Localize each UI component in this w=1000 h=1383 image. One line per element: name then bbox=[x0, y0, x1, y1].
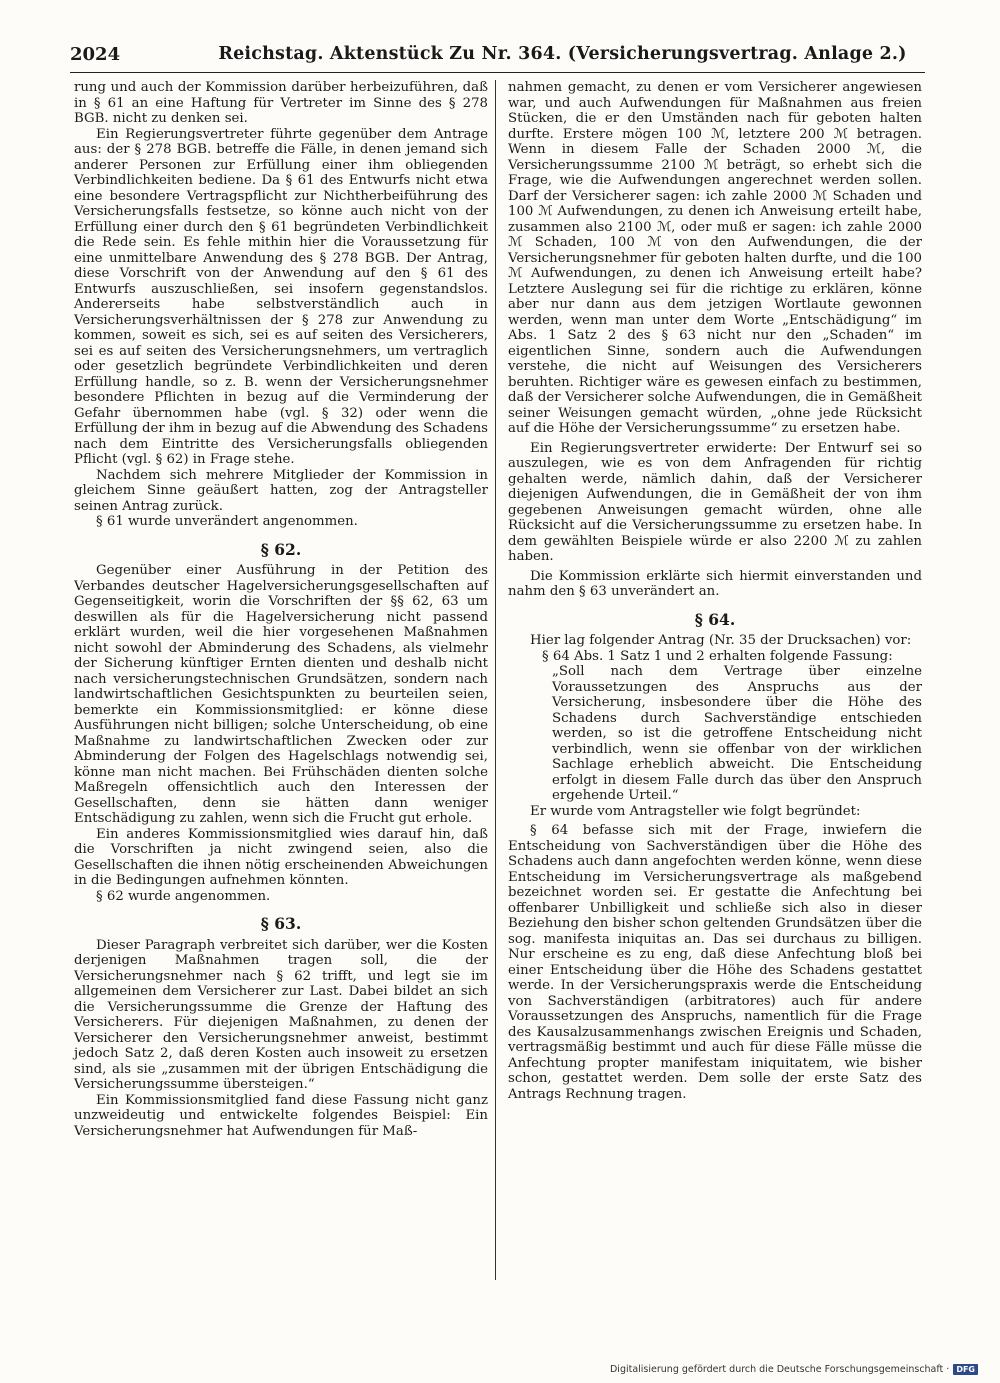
paragraph: Dieser Paragraph verbreitet sich darüber, wer die Kosten derjenigen Maßnahmen tragen soll, die der Versicherungsnehmer nach § 62 trifft, und legt sie im allgemeinen dem Versicherer zur Last. Dabei bildet an sich die Versicherungssumme die Grenze der Haftung des Versicherers. Für diejenigen Maßnahmen, zu denen der Versicherer den Versicherungsnehmer anweist, bestimmt jedoch Satz 2, daß deren Kosten auch insoweit zu ersetzen sind, als sie „zusammen mit der übrigen Entschädigung die Versicherungssumme übersteigen.“ bbox=[74, 937, 488, 1092]
paragraph: Ein Regierungsvertreter erwiderte: Der Entwurf sei so auszulegen, wie es von dem Anfragenden für richtig gehalten werde, nämlich dahin, daß der Versicherer diejenigen Aufwendungen, die in Gemäßheit der von ihm gegebenen Anweisungen gemacht würden, ohne alle Rücksicht auf die Versicherungssumme zu ersetzen habe. In dem gewählten Beispiele würde er also 2200 ℳ zu zahlen haben. bbox=[508, 440, 922, 564]
section-heading: § 64. bbox=[694, 609, 736, 629]
page-number: 2024 bbox=[70, 44, 121, 65]
section-heading: § 62. bbox=[260, 539, 302, 559]
paragraph: Ein Regierungsvertreter führte gegenüber dem Antrage aus: der § 278 BGB. betreffe die Fälle, in denen jemand sich anderer Personen zur Erfüllung einer ihm obliegenden Verbindlichkeiten bediene. Da § 61 des Entwurfs nicht etwa eine besondere Vertragspflicht zur Nichtherbeiführung des Versicherungsfalls festsetze, so könne auch nicht von der Erfüllung einer durch den § 61 begründeten Verbindlichkeit die Rede sein. Es fehle mithin hier die Voraussetzung für eine unmittelbare Anwendung des § 278 BGB. Der Antrag, diese Vorschrift von der Anwendung auf den § 61 des Entwurfs auszuschließen, sei insofern gegenstandslos. Andererseits habe selbstverständlich auch in Versicherungsverhältnissen der § 278 zur Anwendung zu kommen, soweit es sich, sei es auf seiten des Versicherers, sei es auf seiten des Versicherungsnehmers, um vertraglich oder gesetzlich begründete Verbindlichkeiten und deren Erfüllung handle, so z. B. wenn der Versicherungsnehmer besondere Pflichten in bezug auf die Verminderung der Gefahr übernommen habe (vgl. § 32) oder wenn die Erfüllung der ihm in bezug auf die Abwendung des Schadens nach dem Eintritte des Versicherungsfalls obliegenden Pflicht (vgl. § 62) in Frage stehe. bbox=[74, 126, 488, 467]
digitization-credit bbox=[610, 1364, 978, 1375]
dfg-logo: DFG bbox=[953, 1364, 978, 1375]
paragraph: Er wurde vom Antragsteller wie folgt begründet: bbox=[530, 803, 861, 819]
paragraph: Ein Kommissionsmitglied fand diese Fassung nicht ganz unzweideutig und entwickelte folgendes Beispiel: Ein Versicherungsnehmer hat Aufwendungen für Maß- bbox=[74, 1092, 488, 1139]
section-heading: § 63. bbox=[260, 914, 302, 933]
paragraph: Gegenüber einer Ausführung in der Petition des Verbandes deutscher Hagelversicherungsgesellschaften auf Gegenseitigkeit, worin die Vorschriften der §§ 62, 63 um deswillen als für die Hagelversicherung nicht passend erklärt wurden, weil die hier vorgesehenen Maßnahmen nicht sowohl der Abminderung des Schadens, als vielmehr der Sicherung künftiger Ernten dienten und deshalb nicht nach versicherungstechnischen Grundsätzen, sondern nach landwirtschaftlichen Gesichtspunkten zu beurteilen seien, bemerkte ein Kommissionsmitglied: er könne diese Ausführungen nicht billigen; solche Unterscheidung, ob eine Maßnahme zu landwirtschaftlichen Zwecken oder zur Abminderung der Folgen des Hagelschlags notwendig sei, könne man nicht machen. Bei Frühschäden dienten solche Maßregeln offensichtlich auch den Interessen der Gesellschaften, denn sie hätten dann weniger Entschädigung zu zahlen, wenn sich die Frucht gut erhole. bbox=[74, 563, 488, 826]
paragraph: Hier lag folgender Antrag (Nr. 35 der Drucksachen) vor: bbox=[530, 633, 912, 648]
paragraph: Die Kommission erklärte sich hiermit einverstanden und nahm den § 63 unverändert an. bbox=[508, 568, 922, 599]
sub-paragraph: § 64 Abs. 1 Satz 1 und 2 erhalten folgende Fassung: bbox=[542, 648, 893, 664]
column-divider bbox=[495, 80, 496, 1280]
paragraph: § 64 befasse sich mit der Frage, inwiefern die Entscheidung von Sachverständigen über die Höhe des Schadens auch dann angefochten werden könne, wenn diese Entscheidung im Versicherungsvertrage als maßgebend bezeichnet worden sei. Er gestatte die Anfechtung bei offenbarer Unbilligkeit und schließe sich also in dieser Beziehung den bisher schon geltenden Grundsätzen über die sog. manifesta iniquitas an. Das sei durchaus zu billigen. Nur erscheine es zu eng, daß diese Anfechtung bloß bei einer Entscheidung über die Höhe des Schadens gestattet werde. In der Versicherungspraxis werde die Entscheidung von Sachverständigen (arbitratores) auch für andere Voraussetzungen des Anspruchs, namentlich für die Frage des Kausalzusammenhangs zwischen Ereignis und Schaden, vertragsmäßig bestimmt und auch für diese Fälle müsse die Anfechtung propter manifestam iniquitatem, wie bisher schon, gestattet werden. Dem solle der erste Satz des Antrags Rechnung tragen. bbox=[508, 823, 922, 1102]
running-title: Reichstag. Aktenstück Zu Nr. 364. (Versicherungsvertrag. Anlage 2.) bbox=[218, 44, 907, 64]
left-column bbox=[74, 80, 488, 1139]
paragraph: Nachdem sich mehrere Mitglieder der Kommission in gleichem Sinne geäußert hatten, zog der Antragsteller seinen Antrag zurück. bbox=[74, 467, 488, 514]
right-column bbox=[508, 80, 922, 1102]
paragraph: rung und auch der Kommission darüber herbeizuführen, daß in § 61 an eine Haftung für Vertreter im Sinne des § 278 BGB. nicht zu denken sei. bbox=[74, 80, 488, 126]
paragraph: Ein anderes Kommissionsmitglied wies darauf hin, daß die Vorschriften ja nicht zwingend seien, also die Gesellschaften die ihnen nötig erscheinenden Abweichungen in die Bedingungen aufnehmen könnten. bbox=[74, 826, 488, 888]
page-header bbox=[70, 44, 925, 73]
credit-text: Digitalisierung gefördert durch die Deutsche Forschungsgemeinschaft · bbox=[609, 1364, 950, 1375]
quoted-text: „Soll nach dem Vertrage über einzelne Voraussetzungen des Anspruchs aus der Versicherung, insbesondere über die Höhe des Schadens durch Sachverständige entschieden werden, so ist die getroffene Entscheidung nicht verbindlich, wenn sie offenbar von der wirklichen Sachlage erheblich abweicht. Die Entscheidung erfolgt in diesem Falle durch das über den Anspruch ergehende Urteil.“ bbox=[552, 664, 922, 803]
paragraph: § 62 wurde angenommen. bbox=[96, 888, 271, 904]
paragraph: nahmen gemacht, zu denen er vom Versicherer angewiesen war, und auch Aufwendungen für Maßnahmen aus freien Stücken, die er den Umständen nach für geboten halten durfte. Erstere mögen 100 ℳ, letztere 200 ℳ betragen. Wenn in diesem Falle der Schaden 2000 ℳ, die Versicherungssumme 2100 ℳ beträgt, so erhebt sich die Frage, wie die Aufwendungen angerechnet werden sollen. Darf der Versicherer sagen: ich zahle 2000 ℳ Schaden und 100 ℳ Aufwendungen, zu denen ich Anweisung erteilt habe, zusammen also 2100 ℳ, oder muß er sagen: ich zahle 2000 ℳ Schaden, 100 ℳ von den Aufwendungen, die der Versicherungsnehmer für geboten halten durfte, und die 100 ℳ Aufwendungen, zu denen ich Anweisung erteilt habe? Letztere Auslegung sei für die richtige zu erklären, könne aber nur dann aus dem jetzigen Wortlaute gewonnen werden, wenn man unter dem Worte „Entschädigung“ im Abs. 1 Satz 2 des § 63 nicht nur den „Schaden“ im eigentlichen Sinne, sondern auch die Aufwendungen verstehe, die nicht auf Weisungen des Versicherers beruhten. Richtiger wäre es gewesen einfach zu bestimmen, daß der Versicherer solche Aufwendungen, die in Gemäßheit seiner Weisungen gemacht würden, „ohne jede Rücksicht auf die Höhe der Versicherungssumme“ zu ersetzen habe. bbox=[508, 80, 922, 436]
paragraph: § 61 wurde unverändert angenommen. bbox=[96, 514, 358, 529]
